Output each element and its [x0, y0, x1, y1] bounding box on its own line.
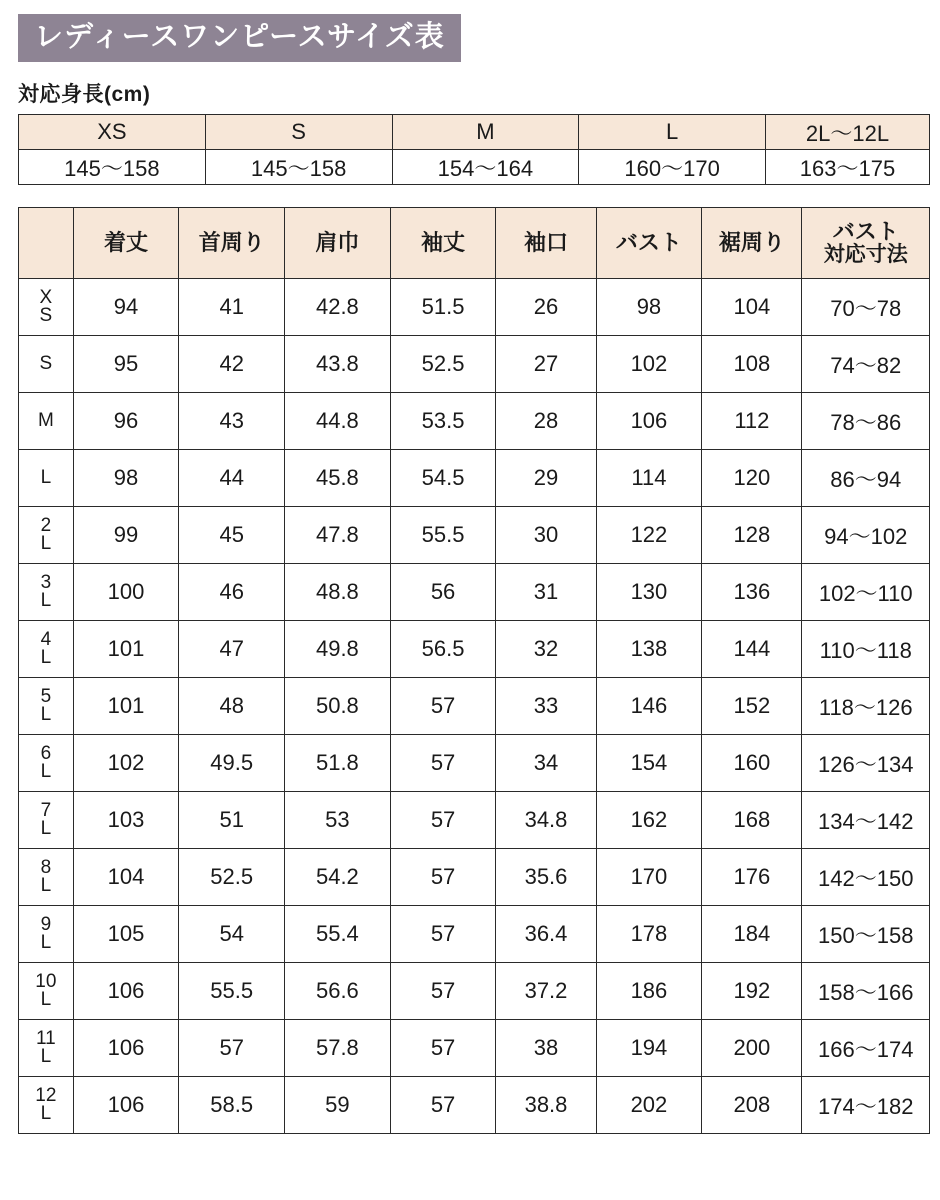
table-cell: 48.8 — [285, 564, 391, 621]
table-row — [19, 564, 930, 621]
table-cell: 114 — [596, 450, 702, 507]
table-cell: 57 — [390, 906, 496, 963]
col-header-kitake: 着丈 — [73, 208, 179, 279]
table-cell: 57 — [390, 792, 496, 849]
table-cell: 57 — [390, 1020, 496, 1077]
table-cell: 170 — [596, 849, 702, 906]
col-header-susomawari: 裾周り — [702, 208, 802, 279]
table-cell: 58.5 — [179, 1077, 285, 1134]
table-cell: 106 — [596, 393, 702, 450]
height-size-2l-12l: 2L〜12L — [766, 115, 930, 150]
row-header-size-line1: 12 — [35, 1084, 57, 1106]
col-header-kubimawari: 首周り — [179, 208, 285, 279]
table-row — [19, 678, 930, 735]
row-header-size — [19, 507, 74, 564]
table-cell: 154 — [596, 735, 702, 792]
table-cell: 158〜166 — [802, 963, 930, 1020]
table-cell: 30 — [496, 507, 596, 564]
height-table-values-row — [19, 150, 930, 185]
row-header-size-line1: 4 — [40, 628, 52, 650]
table-row — [19, 450, 930, 507]
height-range-xs: 145〜158 — [19, 150, 206, 185]
row-header-size — [19, 1077, 74, 1134]
row-header-size-line2: S — [39, 305, 53, 326]
table-cell: 86〜94 — [802, 450, 930, 507]
table-cell: 54.2 — [285, 849, 391, 906]
row-header-size-line1: 8 — [40, 856, 52, 878]
row-header-size — [19, 621, 74, 678]
table-cell: 42 — [179, 336, 285, 393]
table-cell: 70〜78 — [802, 279, 930, 336]
height-range-l: 160〜170 — [579, 150, 766, 185]
row-header-size — [19, 1020, 74, 1077]
height-range-s: 145〜158 — [205, 150, 392, 185]
table-cell: 45.8 — [285, 450, 391, 507]
table-cell: 102〜110 — [802, 564, 930, 621]
row-header-size-line2: L — [40, 647, 52, 668]
table-row — [19, 963, 930, 1020]
row-header-size — [19, 906, 74, 963]
table-cell: 52.5 — [390, 336, 496, 393]
col-header-bust-taioh-sunpou — [802, 208, 930, 279]
table-cell: 186 — [596, 963, 702, 1020]
table-cell: 103 — [73, 792, 179, 849]
height-size-xs: XS — [19, 115, 206, 150]
table-cell: 150〜158 — [802, 906, 930, 963]
table-cell: 74〜82 — [802, 336, 930, 393]
table-cell: 31 — [496, 564, 596, 621]
table-cell: 47.8 — [285, 507, 391, 564]
table-cell: 104 — [702, 279, 802, 336]
table-cell: 108 — [702, 336, 802, 393]
table-cell: 126〜134 — [802, 735, 930, 792]
table-row — [19, 792, 930, 849]
col-header-sodetake: 袖丈 — [390, 208, 496, 279]
table-row — [19, 849, 930, 906]
row-header-size-line1: 9 — [40, 913, 52, 935]
height-size-s: S — [205, 115, 392, 150]
table-cell: 43 — [179, 393, 285, 450]
table-cell: 160 — [702, 735, 802, 792]
row-header-size-line1: 10 — [35, 970, 57, 992]
table-cell: 56.6 — [285, 963, 391, 1020]
table-row — [19, 906, 930, 963]
table-row — [19, 507, 930, 564]
table-cell: 101 — [73, 621, 179, 678]
row-header-size-line1: 11 — [35, 1027, 56, 1049]
table-cell: 51.8 — [285, 735, 391, 792]
row-header-size-line1: 2 — [40, 514, 52, 536]
measurement-table — [18, 207, 930, 1134]
row-header-size — [19, 393, 74, 450]
measurement-table-wrap — [18, 207, 926, 1134]
table-cell: 144 — [702, 621, 802, 678]
table-cell: 56.5 — [390, 621, 496, 678]
table-cell: 110〜118 — [802, 621, 930, 678]
row-header-size-line1: L — [40, 466, 52, 488]
col-header-sodeguchi: 袖口 — [496, 208, 596, 279]
table-cell: 45 — [179, 507, 285, 564]
table-cell: 94 — [73, 279, 179, 336]
row-header-size-line1: 7 — [40, 799, 52, 821]
table-cell: 43.8 — [285, 336, 391, 393]
row-header-size-line2: L — [40, 818, 52, 839]
row-header-size-line2: L — [40, 704, 52, 725]
table-cell: 136 — [702, 564, 802, 621]
page-title: レディースワンピースサイズ表 — [18, 14, 461, 62]
table-cell: 104 — [73, 849, 179, 906]
table-cell: 99 — [73, 507, 179, 564]
table-corner-cell — [19, 208, 74, 279]
table-cell: 134〜142 — [802, 792, 930, 849]
table-row — [19, 336, 930, 393]
table-cell: 59 — [285, 1077, 391, 1134]
row-header-size-line2: L — [40, 1046, 52, 1067]
table-cell: 122 — [596, 507, 702, 564]
table-cell: 106 — [73, 963, 179, 1020]
table-row — [19, 279, 930, 336]
height-table-header-row — [19, 115, 930, 150]
table-cell: 26 — [496, 279, 596, 336]
table-row — [19, 1020, 930, 1077]
table-cell: 162 — [596, 792, 702, 849]
table-cell: 57 — [390, 849, 496, 906]
table-cell: 101 — [73, 678, 179, 735]
table-cell: 176 — [702, 849, 802, 906]
table-cell: 47 — [179, 621, 285, 678]
row-header-size-line2: L — [40, 1103, 52, 1124]
table-cell: 57 — [390, 678, 496, 735]
row-header-size-line2: L — [40, 875, 52, 896]
col-header-katahaba: 肩巾 — [285, 208, 391, 279]
table-cell: 95 — [73, 336, 179, 393]
table-cell: 142〜150 — [802, 849, 930, 906]
table-cell: 57 — [179, 1020, 285, 1077]
measurement-table-body — [19, 279, 930, 1134]
height-size-m: M — [392, 115, 579, 150]
table-cell: 102 — [73, 735, 179, 792]
height-range-2l-12l: 163〜175 — [766, 150, 930, 185]
row-header-size — [19, 336, 74, 393]
table-cell: 118〜126 — [802, 678, 930, 735]
table-cell: 28 — [496, 393, 596, 450]
row-header-size-line2: L — [40, 932, 52, 953]
table-cell: 29 — [496, 450, 596, 507]
table-cell: 152 — [702, 678, 802, 735]
row-header-size-line1: 5 — [40, 685, 52, 707]
row-header-size — [19, 735, 74, 792]
table-cell: 208 — [702, 1077, 802, 1134]
table-cell: 120 — [702, 450, 802, 507]
table-cell: 49.5 — [179, 735, 285, 792]
table-cell: 200 — [702, 1020, 802, 1077]
table-cell: 102 — [596, 336, 702, 393]
height-range-m: 154〜164 — [392, 150, 579, 185]
table-cell: 32 — [496, 621, 596, 678]
table-cell: 94〜102 — [802, 507, 930, 564]
table-cell: 194 — [596, 1020, 702, 1077]
table-cell: 57.8 — [285, 1020, 391, 1077]
measurement-header-row — [19, 208, 930, 279]
row-header-size-line2: L — [40, 989, 52, 1010]
table-cell: 202 — [596, 1077, 702, 1134]
table-cell: 146 — [596, 678, 702, 735]
row-header-size-line1: 6 — [40, 742, 52, 764]
table-cell: 35.6 — [496, 849, 596, 906]
table-cell: 54 — [179, 906, 285, 963]
table-cell: 96 — [73, 393, 179, 450]
table-cell: 37.2 — [496, 963, 596, 1020]
table-cell: 55.5 — [390, 507, 496, 564]
row-header-size-line1: S — [39, 352, 53, 374]
table-cell: 98 — [73, 450, 179, 507]
table-cell: 38 — [496, 1020, 596, 1077]
table-cell: 46 — [179, 564, 285, 621]
table-cell: 50.8 — [285, 678, 391, 735]
table-cell: 49.8 — [285, 621, 391, 678]
table-cell: 38.8 — [496, 1077, 596, 1134]
row-header-size — [19, 678, 74, 735]
table-cell: 55.5 — [179, 963, 285, 1020]
table-cell: 54.5 — [390, 450, 496, 507]
table-cell: 100 — [73, 564, 179, 621]
col-header-bust-line2: 対応寸法 — [823, 242, 908, 266]
row-header-size-line1: X — [39, 286, 53, 308]
table-cell: 128 — [702, 507, 802, 564]
table-cell: 112 — [702, 393, 802, 450]
table-cell: 27 — [496, 336, 596, 393]
table-cell: 105 — [73, 906, 179, 963]
table-cell: 52.5 — [179, 849, 285, 906]
table-cell: 53 — [285, 792, 391, 849]
row-header-size — [19, 564, 74, 621]
table-cell: 34 — [496, 735, 596, 792]
table-cell: 174〜182 — [802, 1077, 930, 1134]
table-cell: 57 — [390, 1077, 496, 1134]
table-cell: 55.4 — [285, 906, 391, 963]
table-cell: 130 — [596, 564, 702, 621]
table-cell: 41 — [179, 279, 285, 336]
col-header-bust: バスト — [596, 208, 702, 279]
table-cell: 192 — [702, 963, 802, 1020]
row-header-size-line1: 3 — [40, 571, 52, 593]
row-header-size — [19, 849, 74, 906]
table-cell: 44 — [179, 450, 285, 507]
row-header-size-line1: M — [37, 409, 54, 431]
table-cell: 44.8 — [285, 393, 391, 450]
row-header-size-line2: L — [40, 533, 52, 554]
table-cell: 166〜174 — [802, 1020, 930, 1077]
table-cell: 56 — [390, 564, 496, 621]
row-header-size — [19, 450, 74, 507]
table-cell: 57 — [390, 963, 496, 1020]
table-row — [19, 393, 930, 450]
row-header-size-line2: L — [40, 590, 52, 611]
table-cell: 138 — [596, 621, 702, 678]
table-row — [19, 735, 930, 792]
height-section-label: 対応身長(cm) — [18, 83, 151, 106]
row-header-size — [19, 792, 74, 849]
table-row — [19, 1077, 930, 1134]
table-cell: 106 — [73, 1077, 179, 1134]
table-cell: 34.8 — [496, 792, 596, 849]
height-table — [18, 114, 930, 185]
table-cell: 53.5 — [390, 393, 496, 450]
row-header-size-line2: L — [40, 761, 52, 782]
table-cell: 36.4 — [496, 906, 596, 963]
table-cell: 98 — [596, 279, 702, 336]
table-cell: 57 — [390, 735, 496, 792]
table-cell: 168 — [702, 792, 802, 849]
height-size-l: L — [579, 115, 766, 150]
table-cell: 48 — [179, 678, 285, 735]
table-cell: 106 — [73, 1020, 179, 1077]
table-cell: 33 — [496, 678, 596, 735]
table-cell: 42.8 — [285, 279, 391, 336]
table-cell: 184 — [702, 906, 802, 963]
col-header-bust-line1: バスト — [832, 219, 899, 245]
table-row — [19, 621, 930, 678]
table-cell: 51 — [179, 792, 285, 849]
table-cell: 178 — [596, 906, 702, 963]
row-header-size — [19, 279, 74, 336]
row-header-size — [19, 963, 74, 1020]
table-cell: 51.5 — [390, 279, 496, 336]
table-cell: 78〜86 — [802, 393, 930, 450]
